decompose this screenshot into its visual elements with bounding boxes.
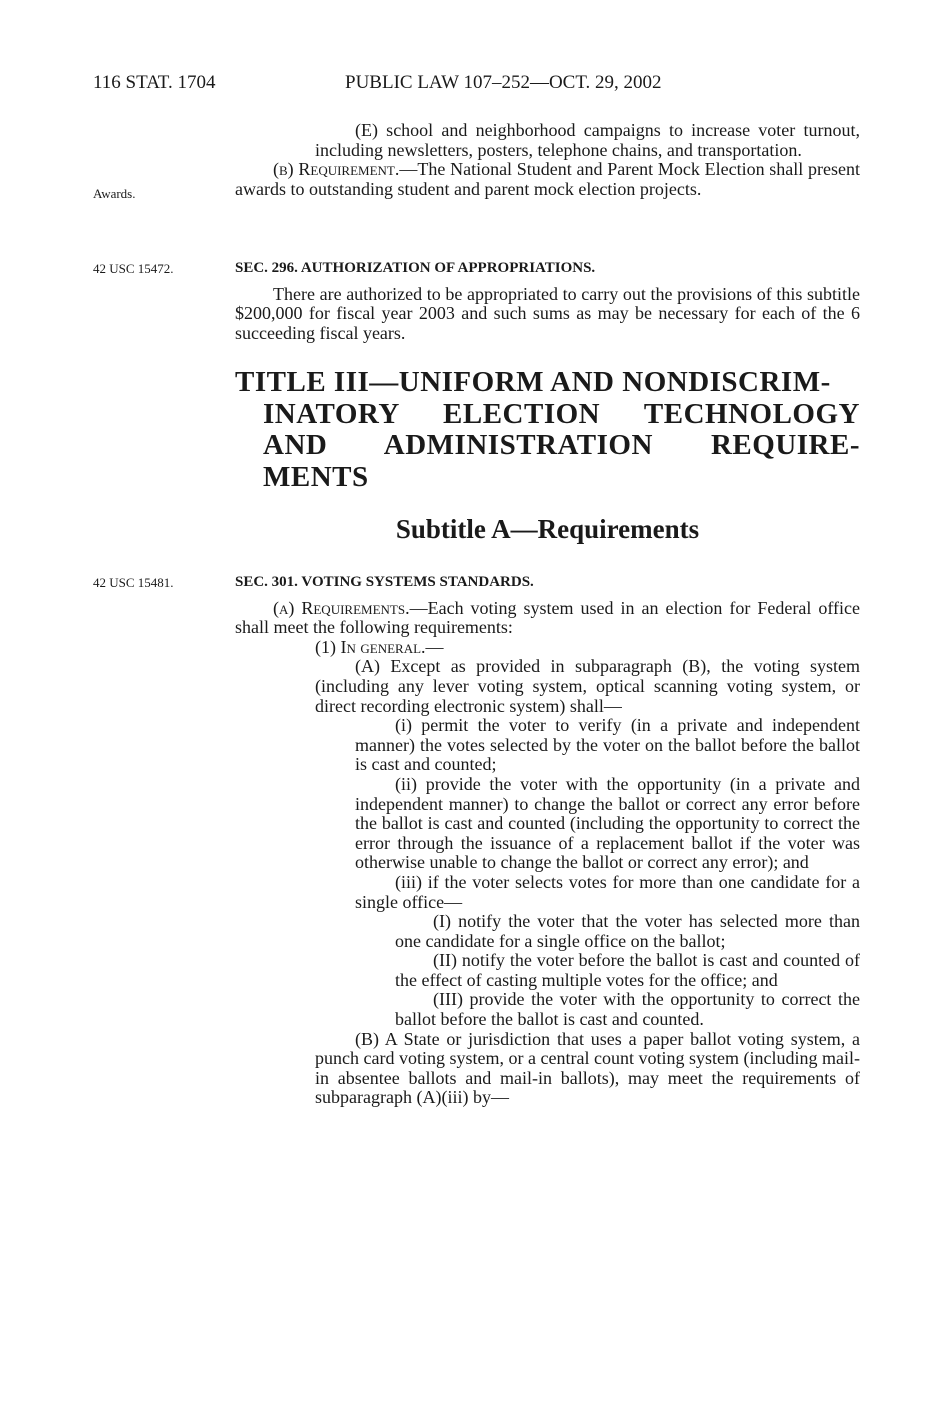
subclause-I: (I) notify the voter that the voter has selected more than one candidate for a single office on the ballot;: [395, 911, 860, 951]
paragraph-requirement-b: [235, 160, 860, 199]
clause-i: (i) permit the voter to verify (in a private and independent manner) the votes selected by the voter on the ballot before the ballot is cast and counted;: [355, 715, 860, 775]
paragraph-item-e: (E) school and neighborhood campaigns to increase voter turnout, including newsletters, posters, telephone chains, and transportation.: [315, 120, 860, 160]
requirements-a-text: —Each voting system used in an election for Federal office shall meet the following requirements:: [235, 597, 860, 638]
title-line-4: MENTS: [263, 460, 369, 493]
subparagraph-a: (A) Except as provided in subparagraph (B), the voting system (including any lever voting system, optical scanning voting system, or direct recording electronic system) shall—: [315, 656, 860, 716]
title-line-2: INATORY ELECTION TECHNOLOGY: [263, 397, 860, 430]
running-header-page-ref: 116 STAT. 1704: [93, 72, 216, 93]
paragraph-requirements-a: [235, 599, 860, 638]
in-general-dash: —: [425, 636, 444, 657]
section-296-heading: SEC. 296. AUTHORIZATION OF APPROPRIATIONS.: [235, 260, 596, 276]
section-301-heading: SEC. 301. VOTING SYSTEMS STANDARDS.: [235, 574, 534, 590]
running-header-title: PUBLIC LAW 107–252—OCT. 29, 2002: [345, 72, 662, 93]
block-awards: [235, 121, 860, 199]
paragraph-in-general: [235, 638, 860, 658]
margin-note-usc-15472: 42 USC 15472.: [93, 261, 174, 276]
subclause-III: (III) provide the voter with the opportunity to correct the ballot before the ballot is cast and counted.: [395, 989, 860, 1030]
subparagraph-b: (B) A State or jurisdiction that uses a paper ballot voting system, a punch card voting system, or a central count voting system (including mail-in absentee ballots and mail-in ballots), may meet the requirements of subparagraph (A)(iii) by—: [315, 1028, 860, 1108]
requirement-b-text: —The National Student and Parent Mock Election shall present awards to outstanding student and parent mock election projects.: [235, 159, 860, 199]
in-general-label: (1) In general.: [315, 636, 426, 657]
title-line-3: AND ADMINISTRATION REQUIRE-: [263, 429, 860, 461]
margin-note-usc-15481: 42 USC 15481.: [93, 575, 174, 590]
title-line-1: TITLE III—UNIFORM AND NONDISCRIM-: [235, 366, 831, 398]
section-296: [235, 259, 860, 343]
section-301: [235, 573, 860, 1108]
clause-ii: (ii) provide the voter with the opportunity (in a private and independent manner) to change the ballot or correct any error before the ballot is cast and counted (including the opportunity to correct the error through the issuance of a replacement ballot if the voter was otherwise unable to change the ballot or correct any error); and: [355, 773, 860, 873]
clause-iii: (iii) if the voter selects votes for more than one candidate for a single office—: [355, 871, 860, 912]
margin-note-awards: Awards.: [93, 186, 136, 201]
title-iii-heading: [235, 367, 860, 493]
subclause-II: (II) notify the voter before the ballot is cast and counted of the effect of casting multiple votes for the office; and: [395, 950, 860, 990]
requirement-b-label: (b) Requirement.: [273, 159, 400, 180]
subtitle-heading: Subtitle A—Requirements: [395, 514, 700, 544]
section-296-text: There are authorized to be appropriated to carry out the provisions of this subtitle $200,000 for fiscal year 2003 and such sums as may be necessary for each of the 6 succeeding fiscal years.: [235, 283, 860, 343]
requirements-a-label: (a) Requirements.: [273, 597, 410, 618]
